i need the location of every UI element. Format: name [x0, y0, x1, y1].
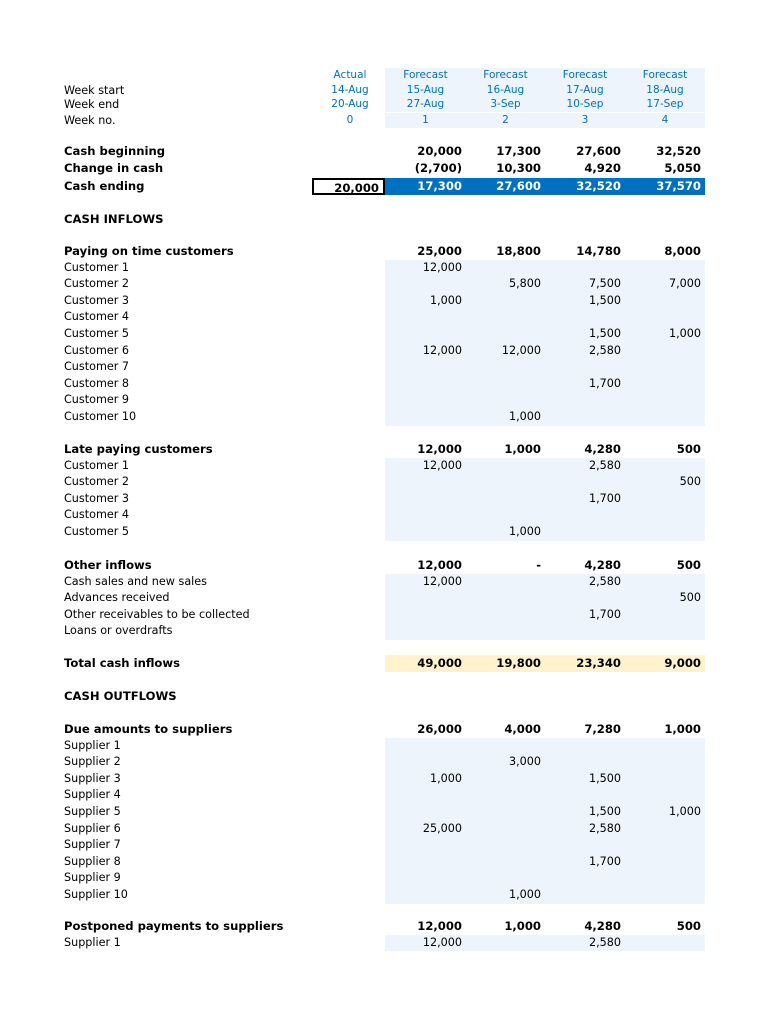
paying-on-time-row-label: Customer 1	[64, 260, 130, 274]
week-no-row-cell[interactable]: 3	[545, 113, 625, 128]
due-to-suppliers-row-cell[interactable]: 1,000	[625, 804, 705, 821]
paying-on-time-row-cell[interactable]: 1,000	[466, 409, 545, 426]
due-to-suppliers-row-cell[interactable]: 2,580	[545, 821, 625, 838]
due-to-suppliers-row-cell[interactable]: 3,000	[466, 754, 545, 771]
week-no-row-cell[interactable]: 4	[625, 113, 705, 128]
due-to-suppliers-row-cell[interactable]	[385, 738, 466, 755]
paying-on-time-row-cell[interactable]	[625, 309, 705, 326]
due-to-suppliers-row-cell[interactable]: 1,700	[545, 854, 625, 871]
due-to-suppliers-row	[0, 821, 768, 838]
week-end-row-cell[interactable]: 27-Aug	[385, 97, 466, 112]
due-to-suppliers-row-cell[interactable]	[385, 870, 466, 887]
other-inflows-row	[0, 623, 768, 640]
week-no-row	[0, 113, 768, 128]
due-to-suppliers-row	[0, 854, 768, 871]
other-inflows-row-cell[interactable]: 500	[625, 590, 705, 607]
postponed-payments-total-row-cell[interactable]: 500	[676, 919, 701, 933]
late-paying-row-cell[interactable]: 2,580	[545, 458, 625, 475]
late-paying-row-cell[interactable]	[466, 458, 545, 475]
other-inflows-row	[0, 607, 768, 624]
paying-on-time-row-cell[interactable]	[625, 392, 705, 409]
late-paying-row-cell[interactable]	[625, 491, 705, 508]
due-to-suppliers-row	[0, 870, 768, 887]
due-to-suppliers-row-label: Supplier 4	[64, 788, 121, 802]
other-inflows-row-label: Cash sales and new sales	[64, 574, 207, 588]
paying-on-time-row-cell[interactable]	[545, 309, 625, 326]
header-type-row-cell[interactable]: Forecast	[545, 68, 625, 83]
header-type-row	[0, 68, 768, 83]
other-inflows-row-cell[interactable]	[385, 623, 466, 640]
other-inflows-total-row-cell[interactable]: -	[536, 558, 541, 572]
other-inflows-row-label: Loans or overdrafts	[64, 624, 173, 638]
paying-on-time-row-cell[interactable]	[625, 376, 705, 393]
cash-ending-row-cell[interactable]: 37,570	[625, 178, 705, 195]
due-to-suppliers-row-label: Supplier 3	[64, 771, 121, 785]
cash-ending-row-cell[interactable]: 20,000	[312, 178, 385, 195]
paying-on-time-total-row-cell[interactable]: 8,000	[664, 244, 701, 258]
due-to-suppliers-total-row-cell[interactable]: 4,000	[504, 722, 541, 736]
late-paying-row-cell[interactable]	[625, 507, 705, 524]
week-end-row	[0, 97, 768, 112]
week-start-row-cell[interactable]: 14-Aug	[331, 84, 369, 96]
cash-beginning-row-label: Cash beginning	[64, 144, 165, 158]
total-cash-inflows-row	[0, 655, 768, 672]
postponed-payments-total-row-label: Postponed payments to suppliers	[64, 919, 284, 933]
late-paying-total-row-cell[interactable]: 4,280	[584, 442, 621, 456]
paying-on-time-row-cell[interactable]	[466, 392, 545, 409]
paying-on-time-row-label: Customer 2	[64, 277, 130, 291]
due-to-suppliers-row-cell[interactable]	[466, 837, 545, 854]
other-inflows-row	[0, 590, 768, 607]
late-paying-row-cell[interactable]	[385, 491, 466, 508]
cash-ending-row-cell[interactable]: 17,300	[385, 178, 466, 195]
due-to-suppliers-row-cell[interactable]	[545, 837, 625, 854]
header-type-row-cell[interactable]: Forecast	[625, 68, 705, 83]
total-cash-inflows-row-cell[interactable]: 9,000	[625, 655, 705, 672]
week-start-row	[0, 83, 768, 98]
other-inflows-total-row	[0, 557, 768, 574]
due-to-suppliers-row-cell[interactable]	[385, 787, 466, 804]
due-to-suppliers-row-cell[interactable]	[545, 754, 625, 771]
total-cash-inflows-row-label: Total cash inflows	[64, 656, 180, 670]
due-to-suppliers-total-row-cell[interactable]: 7,280	[584, 722, 621, 736]
other-inflows-total-row-cell[interactable]: 12,000	[417, 558, 462, 572]
late-paying-row-label: Customer 1	[64, 458, 130, 472]
other-inflows-total-row-cell[interactable]: 4,280	[584, 558, 621, 572]
due-to-suppliers-row-cell[interactable]	[385, 804, 466, 821]
paying-on-time-row-cell[interactable]	[385, 392, 466, 409]
late-paying-total-row-cell[interactable]: 12,000	[417, 442, 462, 456]
late-paying-row-cell[interactable]	[545, 524, 625, 541]
other-inflows-row-label: Other receivables to be collected	[64, 607, 250, 621]
due-to-suppliers-row-cell[interactable]	[545, 738, 625, 755]
paying-on-time-row-cell[interactable]	[545, 392, 625, 409]
due-to-suppliers-row-cell[interactable]	[625, 837, 705, 854]
paying-on-time-row	[0, 326, 768, 343]
late-paying-row	[0, 524, 768, 541]
due-to-suppliers-row-cell[interactable]	[545, 870, 625, 887]
paying-on-time-row-cell[interactable]	[466, 309, 545, 326]
paying-on-time-row-cell[interactable]	[385, 376, 466, 393]
paying-on-time-row-cell[interactable]: 12,000	[385, 260, 466, 277]
late-paying-row-cell[interactable]	[466, 474, 545, 491]
paying-on-time-row-cell[interactable]	[625, 260, 705, 277]
change-in-cash-row-cell[interactable]: 4,920	[584, 161, 621, 175]
paying-on-time-row	[0, 260, 768, 277]
change-in-cash-row-cell[interactable]: 10,300	[496, 161, 541, 175]
postponed-payments-row-cell[interactable]	[466, 935, 545, 952]
week-no-row-cell[interactable]: 2	[466, 113, 545, 128]
paying-on-time-row-label: Customer 9	[64, 393, 130, 407]
week-end-row-cell[interactable]: 10-Sep	[545, 97, 625, 112]
late-paying-row-cell[interactable]	[385, 524, 466, 541]
due-to-suppliers-total-row-cell[interactable]: 26,000	[417, 722, 462, 736]
late-paying-row-cell[interactable]: 500	[625, 474, 705, 491]
paying-on-time-row-cell[interactable]	[466, 326, 545, 343]
due-to-suppliers-total-row	[0, 721, 768, 738]
due-to-suppliers-row-cell[interactable]: 25,000	[385, 821, 466, 838]
paying-on-time-row-cell[interactable]	[625, 359, 705, 376]
week-end-row-cell[interactable]: 20-Aug	[331, 98, 369, 110]
other-inflows-row-cell[interactable]: 2,580	[545, 574, 625, 591]
late-paying-row	[0, 458, 768, 475]
paying-on-time-row	[0, 309, 768, 326]
paying-on-time-total-row-cell[interactable]: 14,780	[576, 244, 621, 258]
paying-on-time-row-label: Customer 8	[64, 376, 130, 390]
due-to-suppliers-row-cell[interactable]	[466, 787, 545, 804]
due-to-suppliers-row-cell[interactable]	[466, 804, 545, 821]
other-inflows-row-cell[interactable]	[625, 623, 705, 640]
late-paying-row-cell[interactable]	[466, 507, 545, 524]
paying-on-time-row-cell[interactable]: 1,000	[385, 293, 466, 310]
cash-ending-row	[0, 178, 768, 195]
due-to-suppliers-row-cell[interactable]	[625, 771, 705, 788]
other-inflows-row-cell[interactable]	[545, 623, 625, 640]
due-to-suppliers-row-cell[interactable]	[625, 870, 705, 887]
late-paying-row	[0, 507, 768, 524]
due-to-suppliers-total-row-label: Due amounts to suppliers	[64, 722, 233, 736]
postponed-payments-total-row-cell[interactable]: 1,000	[504, 919, 541, 933]
other-inflows-row-cell[interactable]	[466, 607, 545, 624]
week-start-row-cell[interactable]: 15-Aug	[385, 83, 466, 98]
week-start-row-cell[interactable]: 16-Aug	[466, 83, 545, 98]
cash-ending-row-cell[interactable]: 32,520	[545, 178, 625, 195]
paying-on-time-row-cell[interactable]: 1,000	[625, 326, 705, 343]
postponed-payments-row-cell[interactable]	[625, 935, 705, 952]
other-inflows-total-row-label: Other inflows	[64, 558, 152, 572]
due-to-suppliers-row-cell[interactable]	[466, 854, 545, 871]
week-start-row-cell[interactable]: 17-Aug	[545, 83, 625, 98]
other-inflows-row-cell[interactable]	[466, 574, 545, 591]
paying-on-time-row-cell[interactable]	[385, 409, 466, 426]
paying-on-time-row	[0, 409, 768, 426]
paying-on-time-row-cell[interactable]	[466, 260, 545, 277]
postponed-payments-row-cell[interactable]: 12,000	[385, 935, 466, 952]
postponed-payments-total-row	[0, 918, 768, 935]
paying-on-time-row-label: Customer 4	[64, 310, 130, 324]
other-inflows-row-cell[interactable]	[385, 590, 466, 607]
due-to-suppliers-row-cell[interactable]: 1,000	[466, 887, 545, 904]
paying-on-time-row	[0, 376, 768, 393]
paying-on-time-row-cell[interactable]: 1,500	[545, 293, 625, 310]
due-to-suppliers-row-cell[interactable]	[385, 854, 466, 871]
late-paying-row-cell[interactable]	[545, 507, 625, 524]
cash-beginning-row-cell[interactable]: 27,600	[576, 144, 621, 158]
due-to-suppliers-row-cell[interactable]	[385, 837, 466, 854]
paying-on-time-total-row-label: Paying on time customers	[64, 244, 234, 258]
other-inflows-row-cell[interactable]	[545, 590, 625, 607]
late-paying-total-row-cell[interactable]: 500	[676, 442, 701, 456]
due-to-suppliers-row-cell[interactable]	[625, 821, 705, 838]
paying-on-time-row-label: Customer 10	[64, 410, 137, 423]
late-paying-row-label: Customer 3	[64, 491, 130, 505]
paying-on-time-row	[0, 276, 768, 293]
late-paying-row-cell[interactable]	[466, 491, 545, 508]
paying-on-time-row-cell[interactable]: 7,500	[545, 276, 625, 293]
header-type-row-cell[interactable]: Forecast	[466, 68, 545, 83]
header-type-row-cell[interactable]: Actual	[333, 69, 367, 81]
paying-on-time-row-label: Customer 6	[64, 343, 130, 357]
due-to-suppliers-row-cell[interactable]	[466, 870, 545, 887]
week-end-row-label: Week end	[64, 98, 120, 111]
late-paying-row-cell[interactable]	[625, 524, 705, 541]
week-end-row-cell[interactable]: 17-Sep	[625, 97, 705, 112]
late-paying-row-cell[interactable]: 1,000	[466, 524, 545, 541]
due-to-suppliers-row-cell[interactable]	[545, 887, 625, 904]
cash-ending-row-cell[interactable]: 27,600	[466, 178, 545, 195]
late-paying-row-cell[interactable]	[385, 507, 466, 524]
other-inflows-row-cell[interactable]: 12,000	[385, 574, 466, 591]
due-to-suppliers-row-cell[interactable]	[625, 754, 705, 771]
header-type-row-cell[interactable]: Forecast	[385, 68, 466, 83]
paying-on-time-total-row	[0, 243, 768, 260]
late-paying-row-cell[interactable]	[625, 458, 705, 475]
due-to-suppliers-total-row-cell[interactable]: 1,000	[664, 722, 701, 736]
late-paying-total-row-cell[interactable]: 1,000	[504, 442, 541, 456]
due-to-suppliers-row	[0, 804, 768, 821]
due-to-suppliers-row-cell[interactable]	[625, 854, 705, 871]
due-to-suppliers-row	[0, 771, 768, 788]
due-to-suppliers-row-cell[interactable]: 1,500	[545, 804, 625, 821]
paying-on-time-row-cell[interactable]: 12,000	[466, 343, 545, 360]
paying-on-time-row-cell[interactable]: 2,580	[545, 343, 625, 360]
cash-beginning-row	[0, 143, 768, 160]
due-to-suppliers-row-cell[interactable]	[466, 771, 545, 788]
week-start-row-cell[interactable]: 18-Aug	[625, 83, 705, 98]
other-inflows-row-cell[interactable]	[466, 590, 545, 607]
paying-on-time-row	[0, 293, 768, 310]
other-inflows-total-row-cell[interactable]: 500	[676, 558, 701, 572]
cash-outflows-title	[0, 688, 768, 705]
late-paying-row-label: Customer 5	[64, 525, 130, 538]
other-inflows-row-cell[interactable]	[385, 607, 466, 624]
due-to-suppliers-row-label: Supplier 2	[64, 755, 121, 769]
paying-on-time-total-row-cell[interactable]: 18,800	[496, 244, 541, 258]
due-to-suppliers-row-cell[interactable]	[625, 787, 705, 804]
other-inflows-row-cell[interactable]: 1,700	[545, 607, 625, 624]
late-paying-total-row-label: Late paying customers	[64, 442, 213, 456]
total-cash-inflows-row-cell[interactable]: 19,800	[466, 655, 545, 672]
other-inflows-row-cell[interactable]	[466, 623, 545, 640]
due-to-suppliers-row-cell[interactable]	[466, 821, 545, 838]
due-to-suppliers-row-cell[interactable]	[545, 787, 625, 804]
week-end-row-cell[interactable]: 3-Sep	[466, 97, 545, 112]
cash-outflows-title-label: CASH OUTFLOWS	[64, 689, 177, 703]
paying-on-time-row-cell[interactable]	[545, 359, 625, 376]
paying-on-time-row-cell[interactable]	[545, 409, 625, 426]
late-paying-row-cell[interactable]	[545, 474, 625, 491]
paying-on-time-row-cell[interactable]	[466, 359, 545, 376]
paying-on-time-row-cell[interactable]: 5,800	[466, 276, 545, 293]
paying-on-time-row-cell[interactable]	[466, 293, 545, 310]
other-inflows-row-cell[interactable]	[625, 574, 705, 591]
cash-beginning-row-cell[interactable]: 20,000	[417, 144, 462, 158]
cash-inflows-title-label: CASH INFLOWS	[64, 212, 164, 226]
postponed-payments-row	[0, 935, 768, 952]
due-to-suppliers-row-cell[interactable]	[466, 738, 545, 755]
total-cash-inflows-row-cell[interactable]: 49,000	[385, 655, 466, 672]
week-no-row-cell[interactable]: 0	[346, 114, 354, 126]
cash-beginning-row-cell[interactable]	[312, 143, 385, 160]
postponed-payments-row-label: Supplier 1	[64, 935, 121, 949]
late-paying-row-label: Customer 4	[64, 508, 130, 522]
paying-on-time-row-label: Customer 5	[64, 327, 130, 340]
paying-on-time-row-cell[interactable]: 12,000	[385, 343, 466, 360]
paying-on-time-row-cell[interactable]	[625, 293, 705, 310]
other-inflows-row-label: Advances received	[64, 591, 170, 605]
change-in-cash-row-label: Change in cash	[64, 161, 164, 175]
postponed-payments-row-cell[interactable]: 2,580	[545, 935, 625, 952]
cash-inflows-title	[0, 211, 768, 228]
other-inflows-row	[0, 574, 768, 591]
cash-beginning-row-cell[interactable]: 32,520	[656, 144, 701, 158]
late-paying-row-label: Customer 2	[64, 475, 130, 489]
paying-on-time-row-cell[interactable]: 7,000	[625, 276, 705, 293]
paying-on-time-total-row-cell[interactable]: 25,000	[417, 244, 462, 258]
week-no-row-cell[interactable]: 1	[385, 113, 466, 128]
paying-on-time-row-cell[interactable]	[466, 376, 545, 393]
paying-on-time-row-cell[interactable]: 1,500	[545, 326, 625, 343]
late-paying-row-cell[interactable]	[385, 474, 466, 491]
change-in-cash-row-cell[interactable]: 5,050	[664, 161, 701, 175]
other-inflows-row-cell[interactable]	[625, 607, 705, 624]
paying-on-time-row-cell[interactable]	[625, 343, 705, 360]
due-to-suppliers-row	[0, 887, 768, 904]
due-to-suppliers-row-label: Supplier 7	[64, 838, 121, 852]
total-cash-inflows-row-cell[interactable]: 23,340	[545, 655, 625, 672]
paying-on-time-row-cell[interactable]	[545, 260, 625, 277]
due-to-suppliers-row-label: Supplier 6	[64, 821, 121, 835]
late-paying-row	[0, 491, 768, 508]
week-start-row-label: Week start	[64, 84, 125, 97]
due-to-suppliers-row-cell[interactable]	[385, 754, 466, 771]
change-in-cash-row-cell[interactable]: (2,700)	[414, 161, 462, 175]
due-to-suppliers-row	[0, 837, 768, 854]
late-paying-row-cell[interactable]: 12,000	[385, 458, 466, 475]
late-paying-total-row	[0, 441, 768, 458]
week-no-row-label: Week no.	[64, 114, 116, 127]
late-paying-row	[0, 474, 768, 491]
due-to-suppliers-row-cell[interactable]: 1,500	[545, 771, 625, 788]
paying-on-time-row-label: Customer 3	[64, 293, 130, 307]
paying-on-time-row-cell[interactable]	[625, 409, 705, 426]
cash-ending-row-label: Cash ending	[64, 179, 145, 193]
paying-on-time-row-cell[interactable]: 1,700	[545, 376, 625, 393]
cash-beginning-row-cell[interactable]: 17,300	[496, 144, 541, 158]
due-to-suppliers-row-label: Supplier 5	[64, 805, 121, 818]
change-in-cash-row	[0, 160, 768, 177]
due-to-suppliers-row-label: Supplier 1	[64, 738, 121, 752]
due-to-suppliers-row	[0, 738, 768, 755]
due-to-suppliers-row-cell[interactable]	[385, 887, 466, 904]
paying-on-time-row-cell[interactable]	[385, 276, 466, 293]
paying-on-time-row	[0, 343, 768, 360]
postponed-payments-total-row-cell[interactable]: 12,000	[417, 919, 462, 933]
paying-on-time-row	[0, 392, 768, 409]
due-to-suppliers-row	[0, 754, 768, 771]
due-to-suppliers-row-cell[interactable]: 1,000	[385, 771, 466, 788]
due-to-suppliers-row-cell[interactable]	[625, 738, 705, 755]
change-in-cash-row-cell[interactable]	[312, 160, 385, 177]
paying-on-time-row-label: Customer 7	[64, 360, 130, 374]
paying-on-time-row	[0, 359, 768, 376]
due-to-suppliers-row	[0, 787, 768, 804]
paying-on-time-row-cell[interactable]	[385, 359, 466, 376]
late-paying-row-cell[interactable]: 1,700	[545, 491, 625, 508]
due-to-suppliers-row-cell[interactable]	[625, 887, 705, 904]
due-to-suppliers-row-label: Supplier 8	[64, 854, 121, 868]
due-to-suppliers-row-label: Supplier 9	[64, 871, 121, 885]
postponed-payments-total-row-cell[interactable]: 4,280	[584, 919, 621, 933]
due-to-suppliers-row-label: Supplier 10	[64, 888, 128, 901]
paying-on-time-row-cell[interactable]	[385, 326, 466, 343]
paying-on-time-row-cell[interactable]	[385, 309, 466, 326]
